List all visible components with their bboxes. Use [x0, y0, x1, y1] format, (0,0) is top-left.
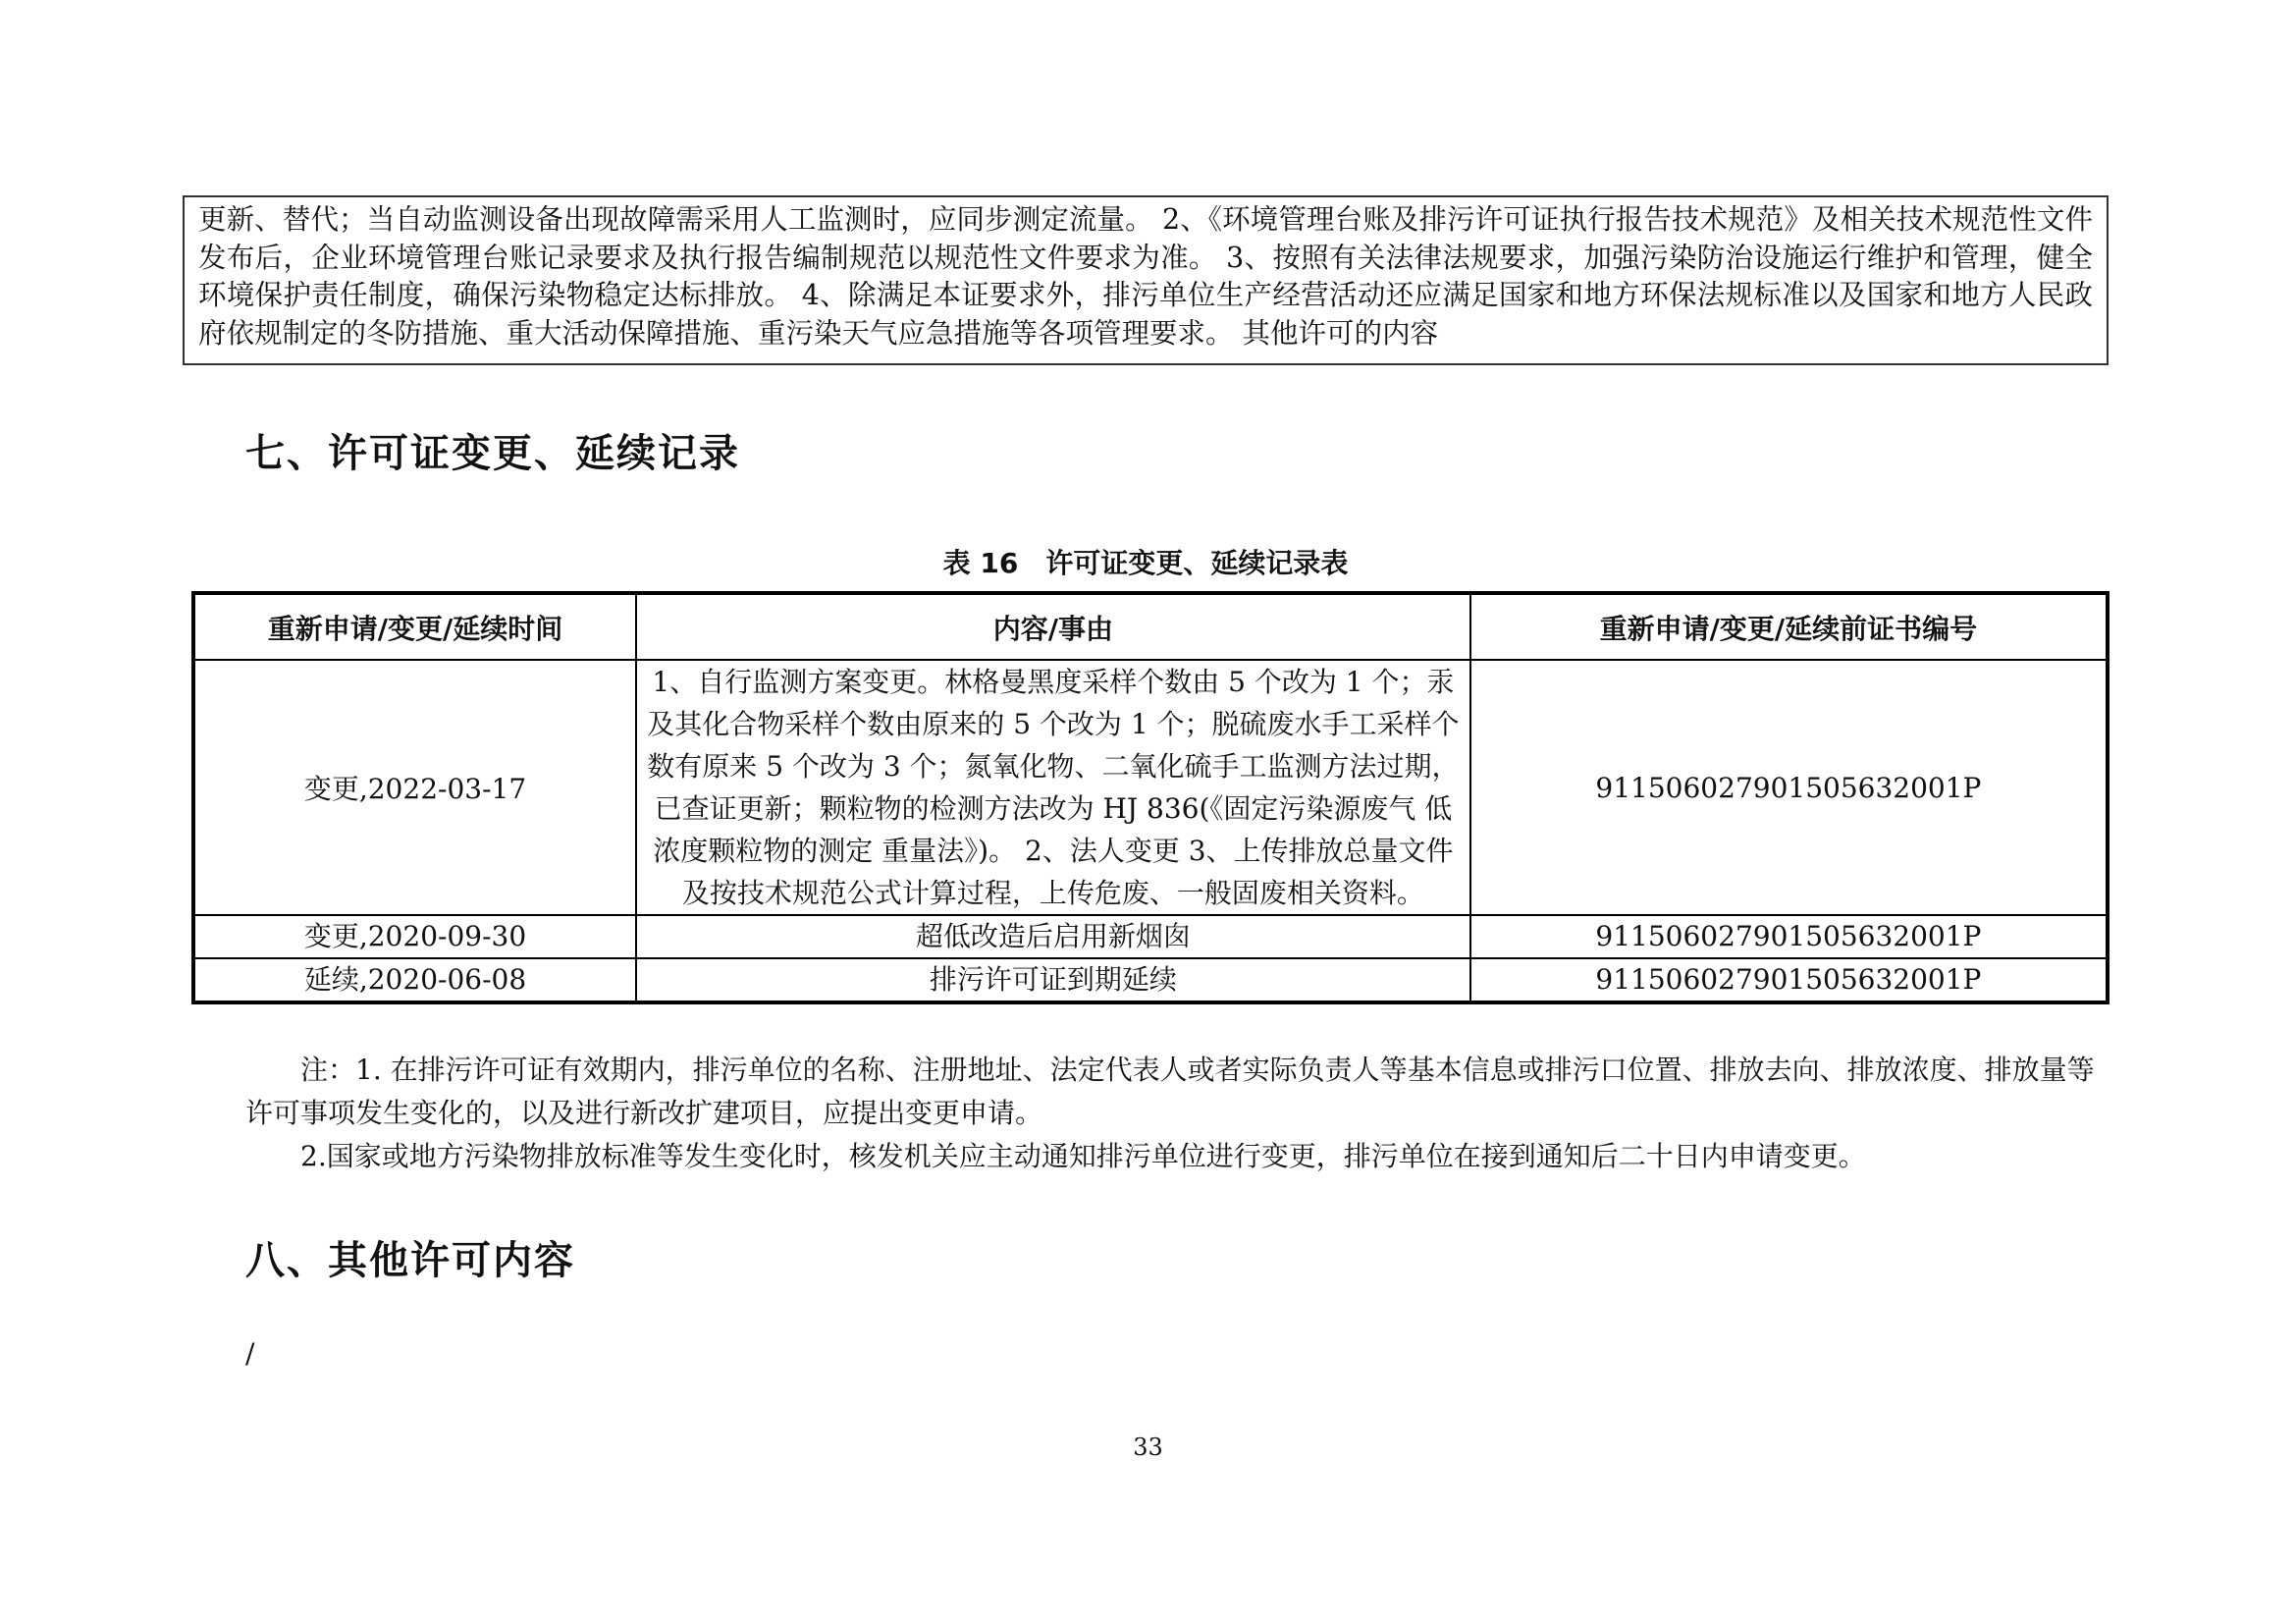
cell-time: 变更,2020-09-30	[193, 915, 636, 958]
table-header-row	[193, 593, 2108, 660]
table-row	[193, 958, 2108, 1002]
cell-content: 超低改造后启用新烟囱	[636, 915, 1470, 958]
table-note-2: 2.国家或地方污染物排放标准等发生变化时，核发机关应主动通知排污单位进行变更，排污单位在接到通知后二十日内申请变更。	[300, 1140, 1866, 1172]
intro-text-box	[183, 195, 2109, 365]
col-header-cert: 重新申请/变更/延续前证书编号	[1470, 593, 2108, 660]
cell-cert: 91150602790150563200​1P	[1470, 958, 2108, 1002]
cell-time: 变更,2022-03-17	[193, 660, 636, 915]
section-7-heading: 七、许可证变更、延续记录	[245, 431, 740, 476]
intro-text: 更新、替代；当自动监测设备出现故障需采用人工监测时，应同步测定流量。 2、《环境管理台账及排污许可证执行报告技术规范》及相关技术规范性文件发布后，企业环境管理台账记录要求及执行报告编制规范以规范性文件要求为准。 3、按照有关法律法规要求，加强污染防治设施运行维护和管理，健全环境保护责任制度，确保污染物稳定达标排放。 4、除满足本证要求外，排污单位生产经营活动还应满足国家和地方环保法规标准以及国家和地方人民政府依规制定的冬防措施、重大活动保障措施、重污染天气应急措施等各项管理要求。 其他许可的内容	[198, 203, 2093, 350]
table-note-1: 注：1. 在排污许可证有效期内，排污单位的名称、注册地址、法定代表人或者实际负责人等基本信息或排污口位置、排放去向、排放浓度、排放量等许可事项发生变化的，以及进行新改扩建项目，应提出变更申请。	[245, 1054, 2095, 1129]
cell-cert: 91150602790150563200​1P	[1470, 660, 2108, 915]
cell-time: 延续,2020-06-08	[193, 958, 636, 1002]
col-header-content: 内容/事由	[636, 593, 1470, 660]
table-row	[193, 915, 2108, 958]
section-8-content: /	[245, 1337, 255, 1370]
table-caption: 表 16 许可证变更、延续记录表	[942, 547, 1349, 579]
cell-cert: 91150602790150563200​1P	[1470, 915, 2108, 958]
section-8-heading: 八、其他许可内容	[245, 1238, 575, 1283]
cell-content: 排污许可证到期延续	[636, 958, 1470, 1002]
cell-content: 1、自行监测方案变更。林格曼黑度采样个数由 5 个改为 1 个；汞及其化合物采样个数由原来的 5 个改为 1 个；脱硫废水手工采样个数有原来 5 个改为 3 个；氮氧化物、二氧化硫手工监测方法过期，已查证更新；颗粒物的检测方法改为 HJ 836(《固定污染源废气 低浓度颗粒物的测定 重量法》)。 2、法人变更 3、上传排放总量文件及按技术规范公式计算过程，上传危废、一般固废相关资料。	[636, 660, 1470, 915]
change-record-table	[191, 591, 2109, 1004]
col-header-time: 重新申请/变更/延续时间	[193, 593, 636, 660]
table-row	[193, 660, 2108, 915]
page-number: 33	[1133, 1434, 1163, 1461]
